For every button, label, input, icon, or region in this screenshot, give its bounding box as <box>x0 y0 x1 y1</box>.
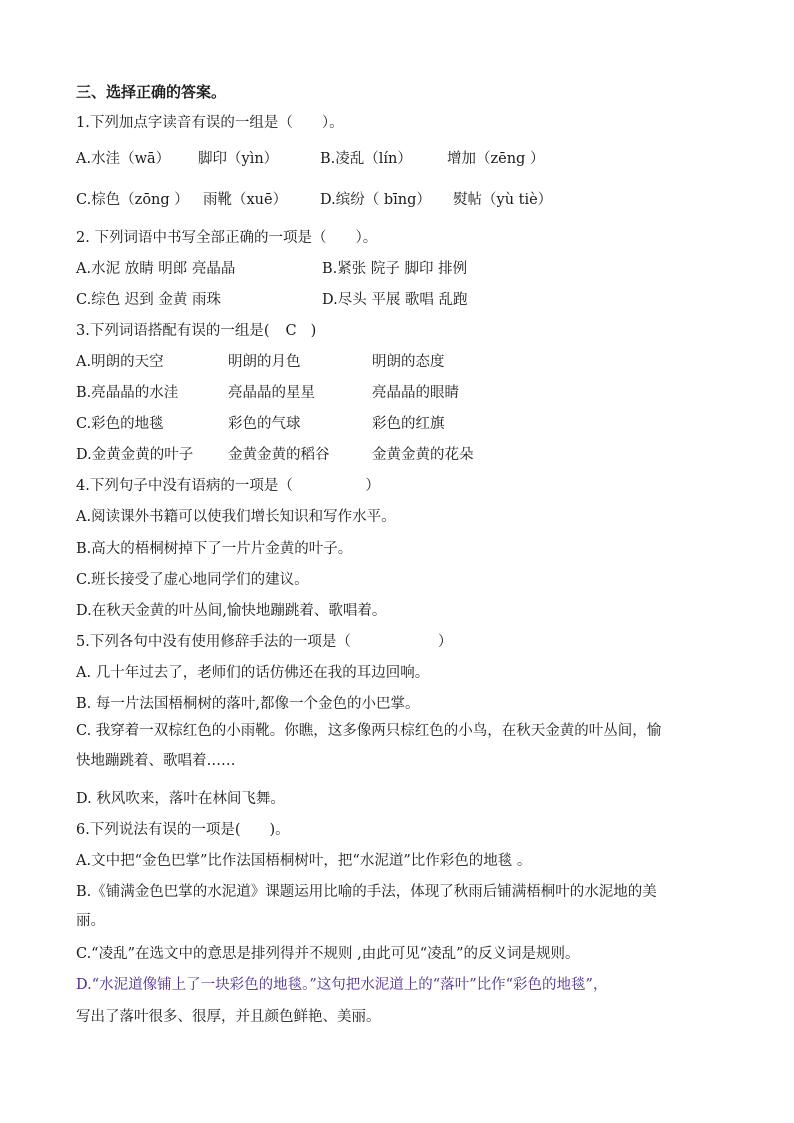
q6-option-a: A.文中把“金色巴掌”比作法国梧桐树叶，把“水泥道”比作彩色的地毯 。 <box>76 853 532 869</box>
q3-row-c-col1: C.彩色的地毯 <box>76 416 164 432</box>
q1-option-d2: 熨帖（yù tiè） <box>453 192 553 208</box>
q3-stem <box>76 321 316 341</box>
q3-stem-suffix: ) <box>310 323 317 339</box>
q3-row-b-col3: 亮晶晶的眼睛 <box>372 385 459 401</box>
q3-stem-prefix: 3.下列词语搭配有误的一组是( <box>76 323 270 339</box>
q3-row-a-col1: A.明朗的天空 <box>76 354 164 370</box>
q5-option-d: D. 秋风吹来，落叶在林间飞舞。 <box>76 791 285 807</box>
q5-option-c-line2: 快地蹦跳着、歌唱着…… <box>76 753 236 769</box>
q3-row-a-col3: 明朗的态度 <box>372 354 445 370</box>
q4-stem: 4.下列句子中没有语病的一项是（ ） <box>76 478 380 494</box>
section-title: 三、选择正确的答案。 <box>76 83 227 101</box>
q6-option-c: C.“凌乱”在选文中的意思是排列得并不规则 ,由此可见“凌乱”的反义词是规则。 <box>76 946 580 962</box>
q2-option-c: C.综色 迟到 金黄 雨珠 <box>76 292 222 308</box>
q1-option-a: A.水洼（wā） <box>76 151 171 167</box>
q1-option-b2: 增加（zēng ） <box>447 151 545 167</box>
q5-option-c-line1: C. 我穿着一双棕红色的小雨靴。你瞧，这多像两只棕红色的小鸟，在秋天金黄的叶丛间，愉 <box>76 723 662 739</box>
q3-row-c-col3: 彩色的红旗 <box>372 416 445 432</box>
q1-stem: 1.下列加点字读音有误的一组是（ ）。 <box>76 115 344 131</box>
q4-option-a: A.阅读课外书籍可以使我们增长知识和写作水平。 <box>76 509 396 525</box>
q6-option-d-line1: D.“水泥道像铺上了一块彩色的地毯。”这句把水泥道上的“落叶”比作“彩色的地毯”， <box>76 977 608 993</box>
q6-option-d-line2: 写出了落叶很多、很厚，并且颜色鲜艳、美丽。 <box>76 1009 381 1025</box>
q4-option-c: C.班长接受了虚心地同学们的建议。 <box>76 572 309 588</box>
q5-stem: 5.下列各句中没有使用修辞手法的一项是（ ） <box>76 634 453 650</box>
q4-option-d: D.在秋天金黄的叶丛间,愉快地蹦跳着、歌唱着。 <box>76 603 387 619</box>
q6-stem: 6.下列说法有误的一项是( )。 <box>76 822 290 838</box>
q1-option-c2: 雨靴（xuē） <box>203 192 288 208</box>
q5-option-a: A. 几十年过去了，老师们的话仿佛还在我的耳边回响。 <box>76 665 430 681</box>
q3-row-d-col3: 金黄金黄的花朵 <box>372 447 474 463</box>
q3-answer: C <box>285 323 297 339</box>
q3-row-a-col2: 明朗的月色 <box>228 354 301 370</box>
q3-row-d-col1: D.金黄金黄的叶子 <box>76 447 194 463</box>
q3-row-d-col2: 金黄金黄的稻谷 <box>228 447 330 463</box>
q2-option-d: D.尽头 平展 歌唱 乱跑 <box>322 292 468 308</box>
q4-option-b: B.高大的梧桐树掉下了一片片金黄的叶子。 <box>76 541 353 557</box>
q3-row-c-col2: 彩色的气球 <box>228 416 301 432</box>
q1-option-c: C.棕色（zōng ） <box>76 192 189 208</box>
q2-option-b: B.紧张 院子 脚印 排例 <box>322 261 468 277</box>
q6-option-b-line1: B.《铺满金色巴掌的水泥道》课题运用比喻的手法，体现了秋雨后铺满梧桐叶的水泥地的美 <box>76 884 657 900</box>
q1-option-d: D.缤纷（ bīng） <box>320 192 431 208</box>
q3-row-b-col2: 亮晶晶的星星 <box>228 385 315 401</box>
q5-option-b: B. 每一片法国梧桐树的落叶,都像一个金色的小巴掌。 <box>76 696 420 712</box>
q2-option-a: A.水泥 放睛 明郎 亮晶晶 <box>76 261 236 277</box>
q2-stem: 2. 下列词语中书写全部正确的一项是（ ）。 <box>76 230 378 246</box>
q1-option-b: B.凌乱（lín） <box>320 151 412 167</box>
q6-option-b-line2: 丽。 <box>76 913 105 929</box>
q3-row-b-col1: B.亮晶晶的水洼 <box>76 385 179 401</box>
q1-option-a2: 脚印（yìn） <box>198 151 279 167</box>
